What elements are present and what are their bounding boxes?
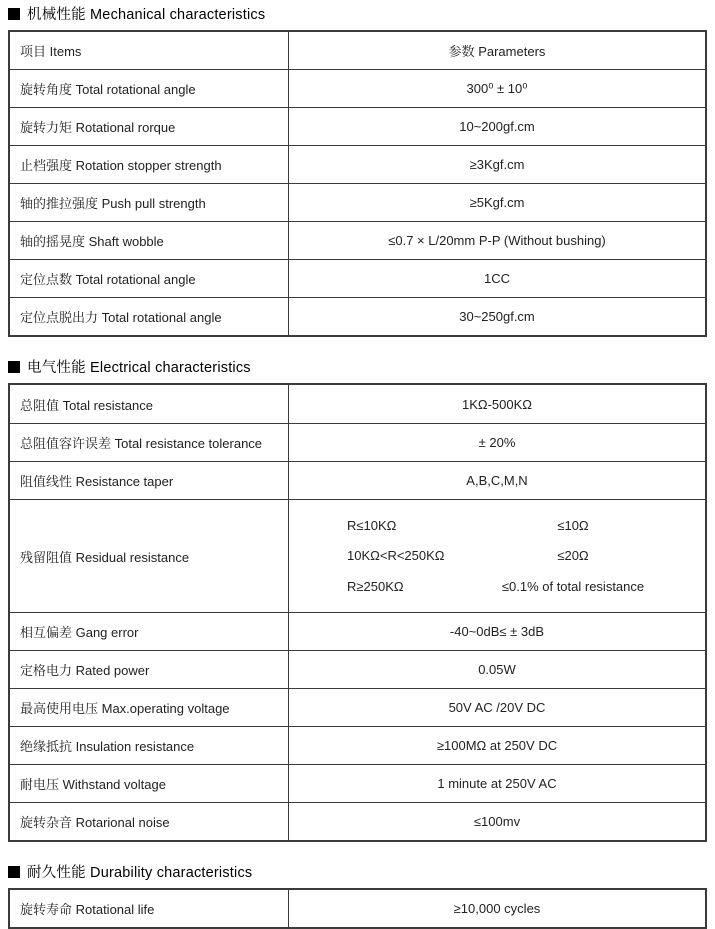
section-title-text: 电气性能 Electrical characteristics xyxy=(27,360,251,376)
table-row xyxy=(10,461,705,499)
section-title-mechanical xyxy=(8,3,707,24)
table-row xyxy=(10,297,705,335)
residual-value: ≤20Ω xyxy=(557,548,589,564)
section-marker-icon xyxy=(8,866,20,878)
item-cell: 旋转角度 Total rotational angle xyxy=(10,70,289,107)
table-row xyxy=(10,221,705,259)
value-cell: ≥100MΩ at 250V DC xyxy=(436,738,558,753)
item-cell: 残留阻值 Residual resistance xyxy=(10,500,289,612)
section-title-text: 耐久性能 Durability characteristics xyxy=(27,865,253,881)
section-title-durability xyxy=(8,861,707,882)
residual-condition: R≥250KΩ xyxy=(347,579,404,595)
value-cell: 10~200gf.cm xyxy=(459,119,535,134)
section-marker-icon xyxy=(8,8,20,20)
table-row xyxy=(10,145,705,183)
item-cell: 总阻值容许误差 Total resistance tolerance xyxy=(10,424,289,461)
item-cell: 定位点数 Total rotational angle xyxy=(10,260,289,297)
item-cell: 旋转杂音 Rotarional noise xyxy=(10,803,289,840)
residual-condition: 10KΩ<R<250KΩ xyxy=(347,548,445,564)
residual-condition: R≤10KΩ xyxy=(347,517,397,533)
item-cell: 止档强度 Rotation stopper strength xyxy=(10,146,289,183)
section-marker-icon xyxy=(8,361,20,373)
value-cell: -40~0dB≤ ± 3dB xyxy=(449,624,545,639)
table-row xyxy=(10,650,705,688)
residual-subrow xyxy=(289,518,705,533)
value-cell: 300⁰ ± 10⁰ xyxy=(466,80,528,96)
table-row xyxy=(10,385,705,423)
durability-table xyxy=(8,888,707,929)
value-cell: 30~250gf.cm xyxy=(459,309,535,324)
table-header-row xyxy=(10,32,705,69)
section-durability xyxy=(8,861,707,929)
item-cell: 定位点脱出力 Total rotational angle xyxy=(10,298,289,335)
section-title-electrical xyxy=(8,356,707,377)
section-mechanical xyxy=(8,3,707,337)
table-row xyxy=(10,183,705,221)
table-row xyxy=(10,764,705,802)
residual-value: ≤0.1% of total resistance xyxy=(501,579,645,595)
table-row xyxy=(10,802,705,840)
item-cell: 旋转力矩 Rotational rorque xyxy=(10,108,289,145)
mechanical-table xyxy=(8,30,707,337)
value-cell: ± 20% xyxy=(478,435,516,450)
value-cell xyxy=(289,500,705,612)
value-cell: ≥3Kgf.cm xyxy=(469,157,525,172)
item-cell: 耐电压 Withstand voltage xyxy=(10,765,289,802)
value-cell: 1 minute at 250V AC xyxy=(437,776,557,791)
value-cell: ≥5Kgf.cm xyxy=(469,195,525,210)
item-cell: 旋转寿命 Rotational life xyxy=(10,890,289,927)
table-row-residual-resistance xyxy=(10,499,705,612)
residual-subrow xyxy=(289,579,705,594)
value-cell: ≤100mv xyxy=(473,814,521,829)
table-row xyxy=(10,423,705,461)
value-cell: 50V AC /20V DC xyxy=(448,700,546,715)
item-cell: 相互偏差 Gang error xyxy=(10,613,289,650)
item-cell: 定格电力 Rated power xyxy=(10,651,289,688)
table-row xyxy=(10,688,705,726)
items-header-cell: 项目 Items xyxy=(10,32,289,69)
residual-value: ≤10Ω xyxy=(557,517,589,533)
table-row xyxy=(10,726,705,764)
value-cell: 0.05W xyxy=(478,662,516,677)
value-cell: A,B,C,M,N xyxy=(466,473,528,488)
value-cell: 1KΩ-500KΩ xyxy=(461,396,533,412)
item-cell: 绝缘抵抗 Insulation resistance xyxy=(10,727,289,764)
section-title-text: 机械性能 Mechanical characteristics xyxy=(27,7,266,23)
value-cell: ≤0.7 × L/20mm P-P (Without bushing) xyxy=(388,233,606,248)
table-row xyxy=(10,612,705,650)
table-row xyxy=(10,107,705,145)
item-cell: 总阻值 Total resistance xyxy=(10,385,289,423)
value-cell: ≥10,000 cycles xyxy=(453,901,541,916)
item-cell: 最高使用电压 Max.operating voltage xyxy=(10,689,289,726)
section-electrical xyxy=(8,356,707,842)
item-cell: 轴的摇晃度 Shaft wobble xyxy=(10,222,289,259)
table-row xyxy=(10,69,705,107)
item-cell: 轴的推拉强度 Push pull strength xyxy=(10,184,289,221)
electrical-table xyxy=(8,383,707,842)
item-cell: 阻值线性 Resistance taper xyxy=(10,462,289,499)
value-cell: 1CC xyxy=(483,271,510,286)
table-row xyxy=(10,890,705,927)
residual-subrow xyxy=(289,548,705,563)
table-row xyxy=(10,259,705,297)
parameters-header-cell: 参数 Parameters xyxy=(448,44,546,59)
